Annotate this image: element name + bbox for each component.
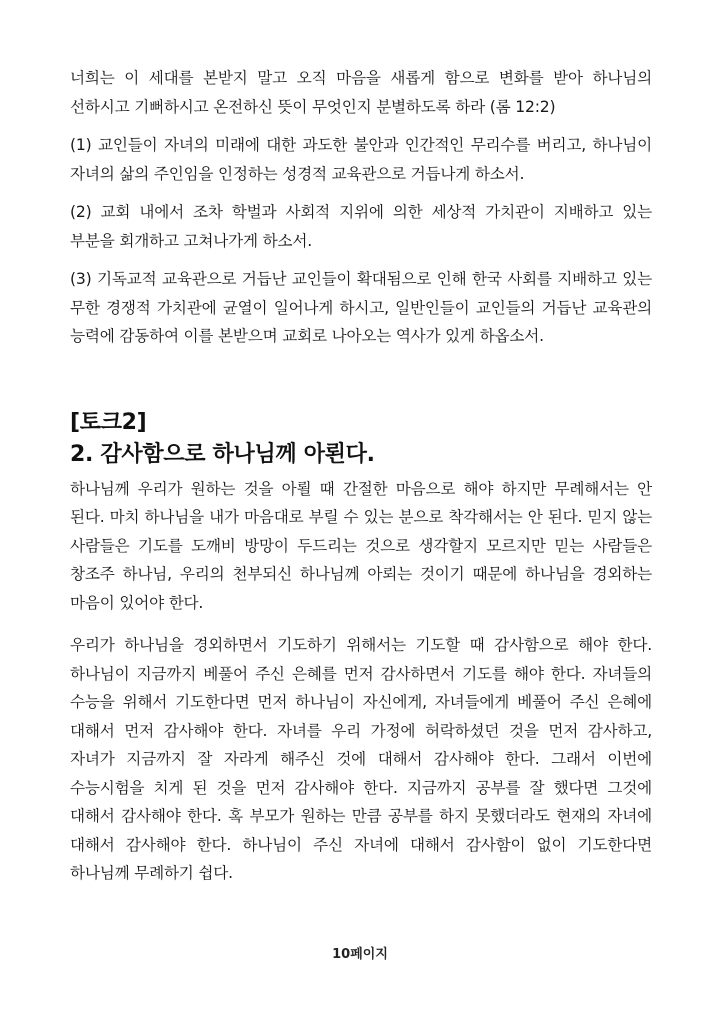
bible-verse: 너희는 이 세대를 본받지 말고 오직 마음을 새롭게 함으로 변화를 받아 하나님의 선하시고 기뻐하시고 온전하신 뜻이 무엇인지 분별하도록 하라 (롬 12:2) <box>70 69 652 116</box>
body-paragraph-1: 하나님께 우리가 원하는 것을 아뢸 때 간절한 마음으로 해야 하지만 무례해서는 안 된다. 마치 하나님을 내가 마음대로 부릴 수 있는 분으로 착각해서는 안 된다. 믿지 않는 사람들은 기도를 도깨비 방망이 두드리는 것으로 생각할지 모르지만 믿는 사람들은 창조주 하나님, 우리의 천부되신 하나님께 아뢰는 것이기 때문에 하나님을 경외하는 마음이 있어야 한다. <box>70 479 652 612</box>
page-number: 10페이지 <box>332 947 388 962</box>
section-heading <box>70 407 652 471</box>
document-page <box>70 64 652 888</box>
section-title: 2. 감사함으로 하나님께 아뢴다. <box>70 441 375 467</box>
prayer-item-1: (1) 교인들이 자녀의 미래에 대한 과도한 불안과 인간적인 무리수를 버리고, 하나님이 자녀의 삶의 주인임을 인정하는 성경적 교육관으로 거듭나게 하소서. <box>70 136 652 183</box>
talk-tag: [토크2] <box>70 409 147 435</box>
body-paragraph-2: 우리가 하나님을 경외하면서 기도하기 위해서는 기도할 때 감사함으로 해야 한다. 하나님이 지금까지 베풀어 주신 은혜를 먼저 감사하면서 기도를 해야 한다. 자녀들의 수능을 위해서 기도한다면 먼저 하나님이 자신에게, 자녀들에게 베풀어 주신 은혜에 대해서 먼저 감사해야 한다. 자녀를 우리 가정에 허락하셨던 것을 먼저 감사하고, 자녀가 지금까지 잘 자라게 해주신 것에 대해서 감사해야 한다. 그래서 이번에 수능시험을 치게 된 것을 먼저 감사해야 한다. 지금까지 공부를 잘 했다면 그것에 대해서 감사해야 한다. 혹 부모가 원하는 만큼 공부를 하지 못했더라도 현재의 자녀에 대해서 감사해야 한다. 하나님이 주신 자녀에 대해서 감사함이 없이 기도한다면 하나님께 무례하기 쉽다. <box>70 636 652 882</box>
prayer-item-2: (2) 교회 내에서 조차 학벌과 사회적 지위에 의한 세상적 가치관이 지배하고 있는 부분을 회개하고 고쳐나가게 하소서. <box>70 203 652 250</box>
prayer-item-3: (3) 기독교적 교육관으로 거듭난 교인들이 확대됨으로 인해 한국 사회를 지배하고 있는 무한 경쟁적 가치관에 균열이 일어나게 하시고, 일반인들이 교인들의 거듭난 교육관의 능력에 감동하여 이를 본받으며 교회로 나아오는 역사가 있게 하옵소서. <box>70 270 652 345</box>
